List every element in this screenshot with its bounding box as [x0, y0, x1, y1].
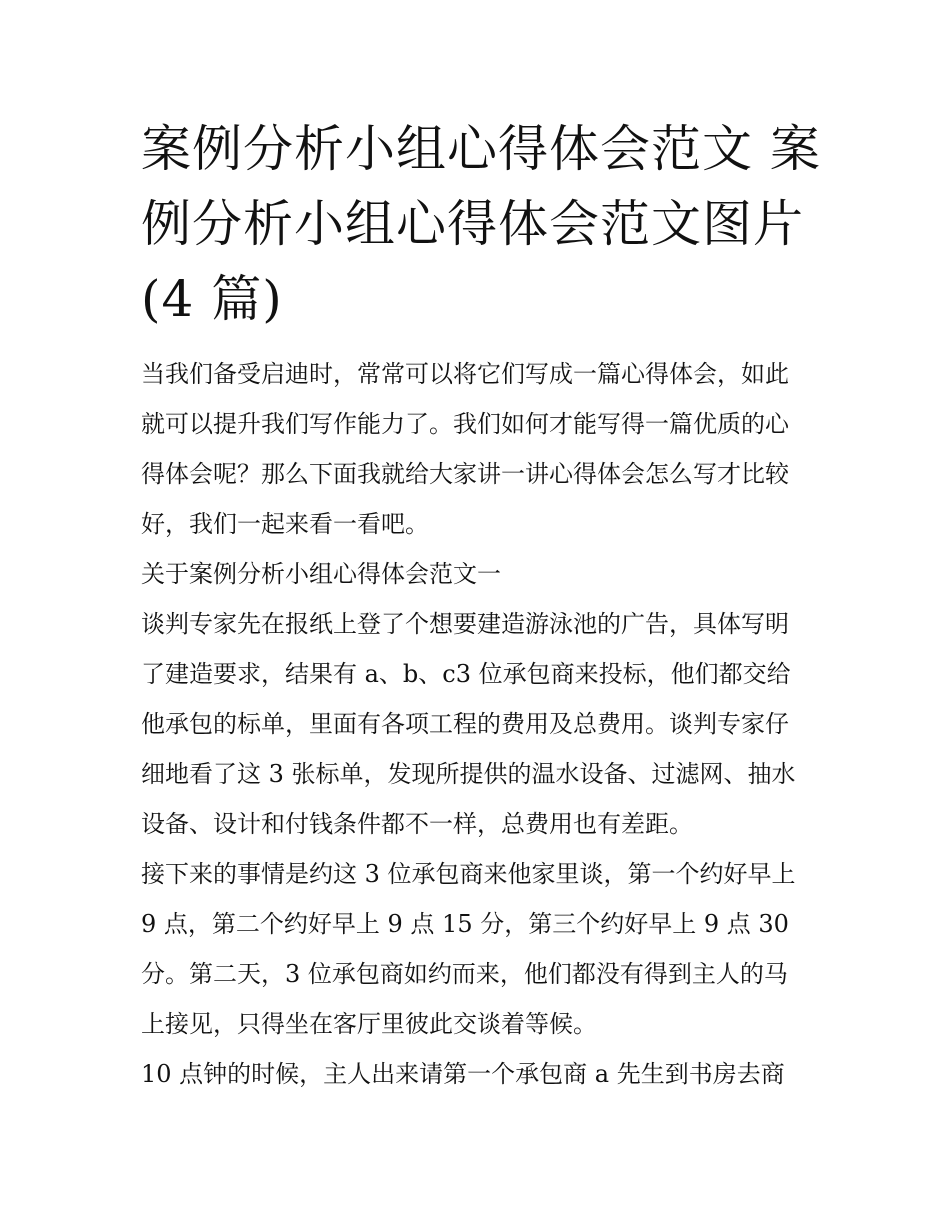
title-line: 例分析小组心得体会范文图片 — [141, 195, 804, 253]
text-line: 10 点钟的时候，主人出来请第一个承包商 a 先生到书房去商 — [141, 1060, 785, 1088]
document-title — [141, 112, 821, 337]
text-line: 就可以提升我们写作能力了。我们如何才能写得一篇优质的心 — [141, 410, 789, 438]
document-body — [141, 112, 821, 1099]
text-line: 关于案例分析小组心得体会范文一 — [141, 560, 501, 588]
text-line: 他承包的标单，里面有各项工程的费用及总费用。谈判专家仔 — [141, 710, 789, 738]
text-line: 上接见，只得坐在客厅里彼此交谈着等候。 — [141, 1010, 597, 1038]
text-line: 当我们备受启迪时，常常可以将它们写成一篇心得体会，如此 — [141, 360, 789, 388]
text-line: 9 点，第二个约好早上 9 点 15 分，第三个约好早上 9 点 30 — [141, 910, 789, 938]
title-line: 案例分析小组心得体会范文 案 — [141, 120, 821, 178]
text-line: 分。第二天，3 位承包商如约而来，他们都没有得到主人的马 — [141, 960, 788, 988]
text-line: 了建造要求，结果有 a、b、c3 位承包商来投标，他们都交给 — [141, 660, 791, 688]
text-line: 谈判专家先在报纸上登了个想要建造游泳池的广告，具体写明 — [141, 610, 789, 638]
section-heading — [141, 549, 813, 599]
text-line: 设备、设计和付钱条件都不一样，总费用也有差距。 — [141, 810, 693, 838]
text-line: 好，我们一起来看一看吧。 — [141, 510, 429, 538]
body-paragraph — [141, 1049, 813, 1099]
intro-paragraph — [141, 349, 813, 549]
text-line: 接下来的事情是约这 3 位承包商来他家里谈，第一个约好早上 — [141, 860, 796, 888]
title-line: (4 篇) — [141, 270, 283, 328]
text-line: 得体会呢？那么下面我就给大家讲一讲心得体会怎么写才比较 — [141, 460, 789, 488]
body-paragraph — [141, 849, 813, 1049]
body-paragraph — [141, 599, 813, 849]
text-line: 细地看了这 3 张标单，发现所提供的温水设备、过滤网、抽水 — [141, 760, 796, 788]
